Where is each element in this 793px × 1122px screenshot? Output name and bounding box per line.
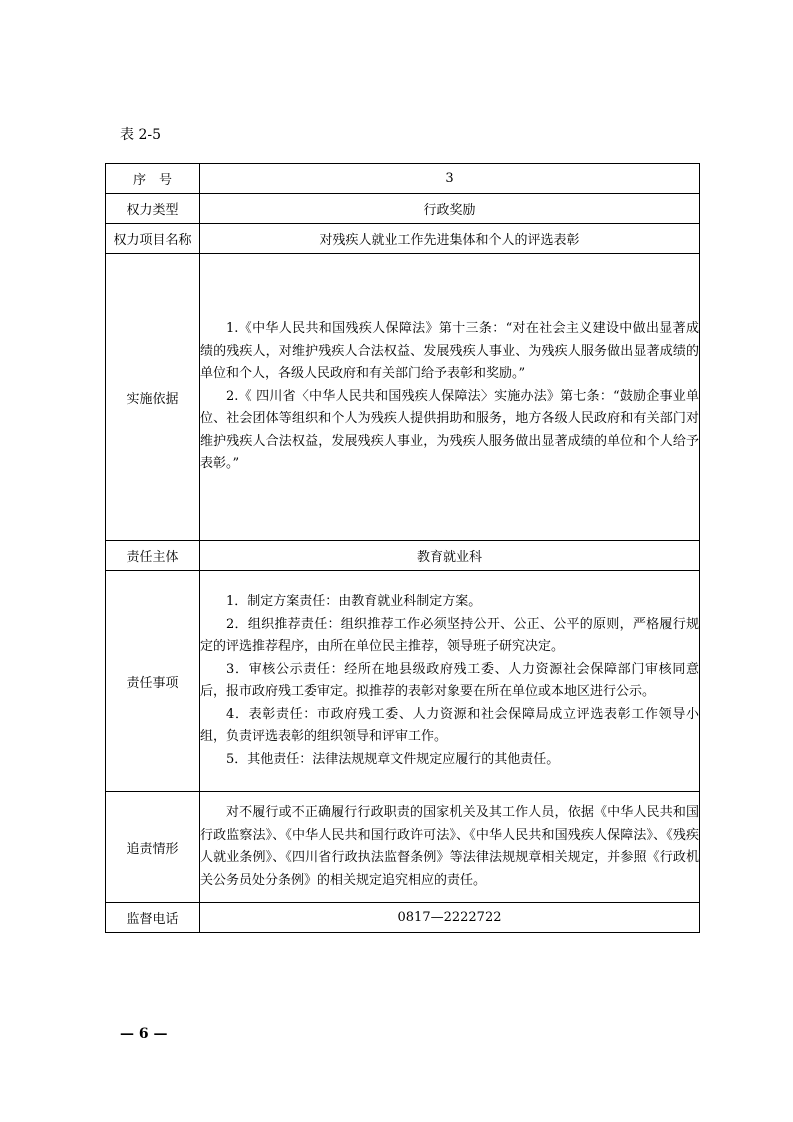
table-row-basis (106, 254, 700, 541)
basis-label: 实施依据 (106, 254, 200, 541)
table-row-duties (106, 571, 700, 792)
phone-value: 0817—2222722 (200, 903, 700, 933)
basis-paragraph-2: 2.《 四川省〈中华人民共和国残疾人保障法〉实施办法》第七条：“鼓励企事业单位、社会团体等组织和个人为残疾人提供捐助和服务，地方各级人民政府和有关部门对维护残疾人合法权益，发展残疾人事业，为残疾人服务做出显著成绩的单位和个人给予表彰。” (200, 388, 699, 472)
duties-content (200, 571, 700, 792)
seq-label: 序 号 (106, 164, 200, 194)
duty-paragraph-4: 4．表彰责任：市政府残工委、人力资源和社会保障局成立评选表彰工作领导小组，负责评选表彰的组织领导和评审工作。 (200, 706, 699, 744)
table-row-phone (106, 903, 700, 933)
page-number: — 6 — (120, 1026, 168, 1042)
table-row-type (106, 194, 700, 224)
subject-value: 教育就业科 (200, 541, 700, 571)
table-caption: 表 2-5 (120, 127, 161, 143)
subject-label: 责任主体 (106, 541, 200, 571)
phone-label: 监督电话 (106, 903, 200, 933)
power-item-table (105, 163, 700, 933)
table-row-seq (106, 164, 700, 194)
basis-content (200, 254, 700, 541)
power-type-label: 权力类型 (106, 194, 200, 224)
duties-label: 责任事项 (106, 571, 200, 792)
accountability-paragraph: 对不履行或不正确履行行政职责的国家机关及其工作人员，依据《中华人民共和国行政监察法》、《中华人民共和国行政许可法》、《中华人民共和国残疾人保障法》、《残疾人就业条例》、《四川省行政执法监督条例》等法律法规规章相关规定，并参照《行政机关公务员处分条例》的相关规定追究相应的责任。 (200, 805, 699, 888)
table-row-subject (106, 541, 700, 571)
accountability-label: 追责情形 (106, 792, 200, 903)
table-row-name (106, 224, 700, 254)
accountability-content (200, 792, 700, 903)
duty-paragraph-1: 1．制定方案责任：由教育就业科制定方案。 (226, 594, 482, 609)
duty-paragraph-3: 3．审核公示责任：经所在地县级政府残工委、人力资源社会保障部门审核同意后，报市政府残工委审定。拟推荐的表彰对象要在所在单位或本地区进行公示。 (200, 661, 699, 699)
table-row-accountability (106, 792, 700, 903)
item-name-label: 权力项目名称 (106, 224, 200, 254)
basis-paragraph-1: 1.《中华人民共和国残疾人保障法》第十三条：“对在社会主义建设中做出显著成绩的残疾人，对维护残疾人合法权益、发展残疾人事业、为残疾人服务做出显著成绩的单位和个人，各级人民政府和有关部门给予表彰和奖励。” (200, 321, 699, 382)
duty-paragraph-5: 5．其他责任：法律法规规章文件规定应履行的其他责任。 (226, 751, 560, 767)
duty-paragraph-2: 2．组织推荐责任：组织推荐工作必须坚持公开、公正、公平的原则，严格履行规定的评选推荐程序，由所在单位民主推荐，领导班子研究决定。 (200, 616, 699, 654)
power-type-value: 行政奖励 (200, 194, 700, 224)
seq-value: 3 (200, 164, 700, 194)
item-name-value: 对残疾人就业工作先进集体和个人的评选表彰 (200, 224, 700, 254)
